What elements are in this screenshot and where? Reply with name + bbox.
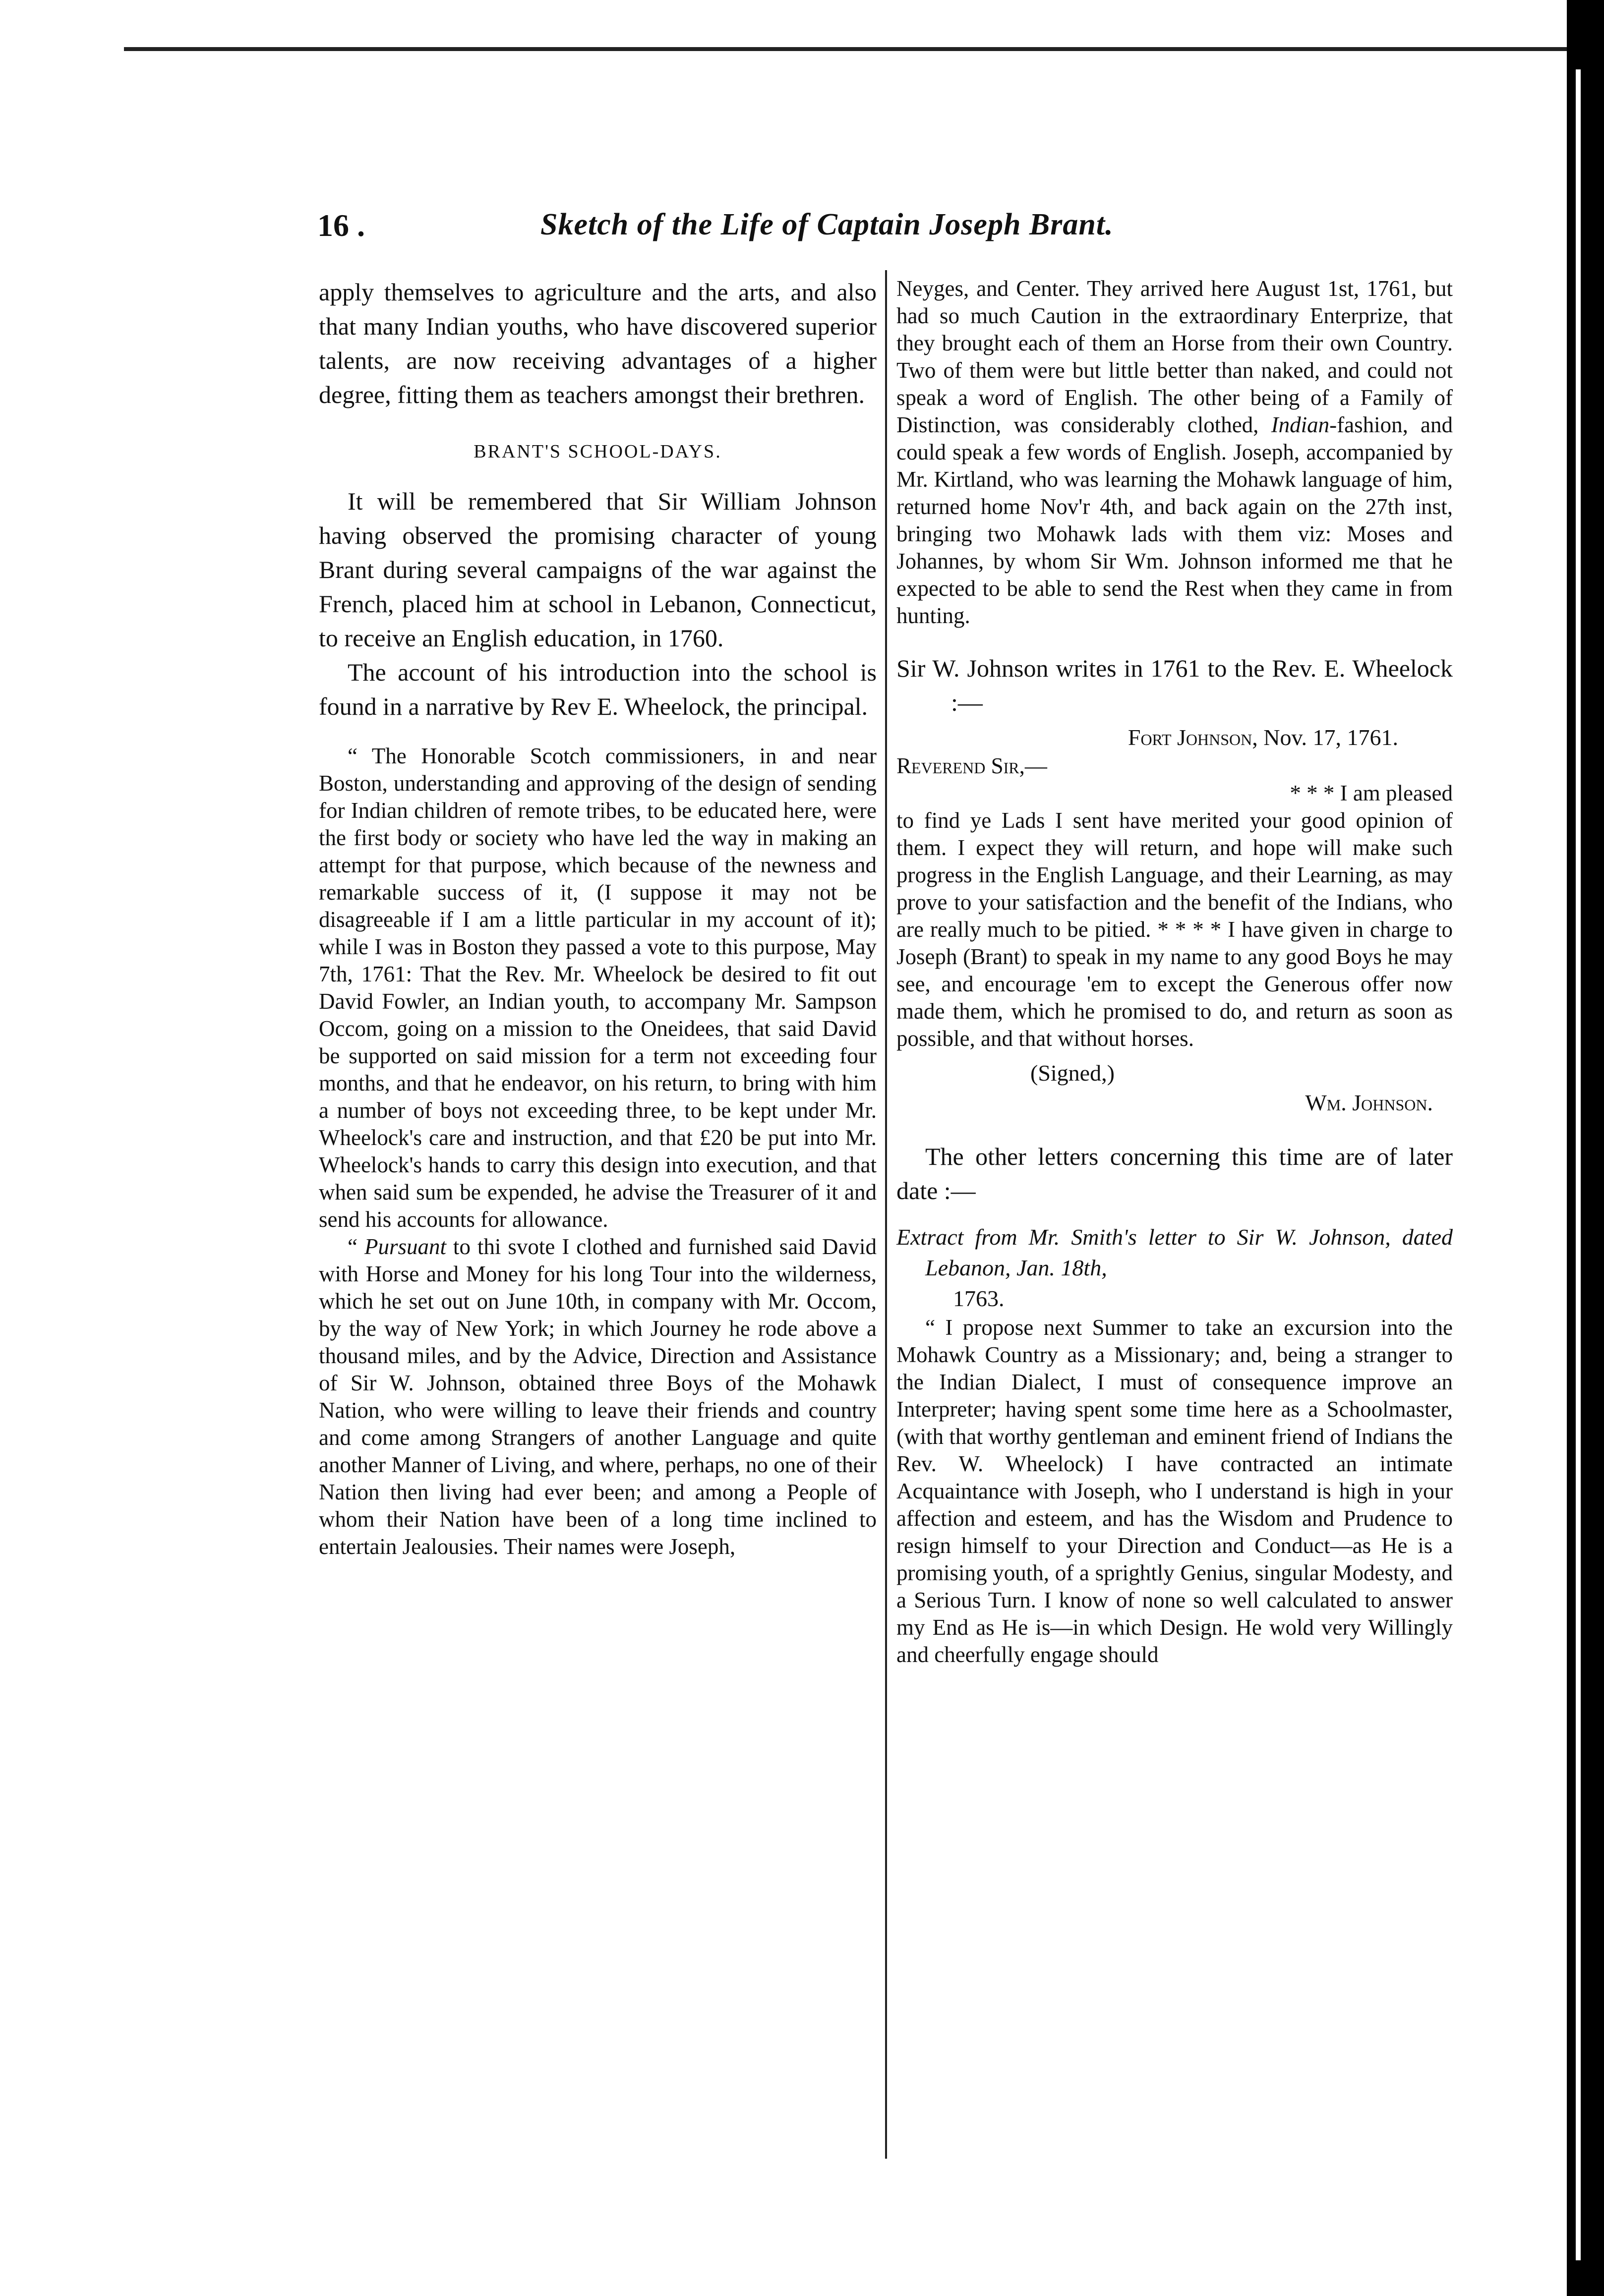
letter-body: to find ye Lads I sent have merited your good opinion of them. I expect they will return, and hope will make such progress in the English Language, and their Learning, as may prove to your satisfaction and the benefit of the Indians, who are really much to be pitied. * * * * I have given in charge to Joseph (Brant) to speak in my name to any good Boys he may see, and encourage 'em to except the Generous offer now made them, which he promised to do, and return as soon as possible, and that without horses.: [896, 808, 1453, 1051]
letter-opening-line: * * * I am pleased: [1290, 781, 1453, 805]
left-column: [319, 275, 877, 1560]
continuation-text-b: -fashion, and could speak a few words of English. Joseph, accompanied by Mr. Kirtland, who was learning the Mohawk language of him, returned home Nov'r 4th, and back again on the 27th inst, bringing two Mohawk lads with them viz: Moses and Johannes, by whom Sir Wm. Johnson informed me that he expected to be able to send the Rest when they came in from hunting.: [896, 412, 1453, 628]
letter-salutation: Reverend Sir,—: [896, 753, 1047, 778]
quote-pursuant: [319, 1233, 877, 1560]
quote-pursuant-text: to thi svote I clothed and furnished said David with Horse and Money for his long Tour into the wilderness, which he set out on June 10th, in company with Mr. Occom, by the way of New York; in which Journey he rode above a thousand miles, and by the Advice, Direction and Assistance of Sir W. Johnson, obtained three Boys of the Mohawk Nation, who were willing to leave their friends and country and come among Strangers of another Language and quite another Manner of Living, and where, perhaps, no one of their Nation then living had ever been; and among a People of whom their Nation have been of a long time inclined to entertain Jealousies. Their names were Joseph,: [319, 1234, 877, 1559]
page-number: 16 .: [317, 208, 365, 243]
dateline-place: Fort Johnson: [1128, 725, 1252, 750]
johnson-letter-intro: Sir W. Johnson writes in 1761 to the Rev. E. Wheelock :—: [896, 654, 1453, 716]
extract-year: 1763.: [953, 1286, 1005, 1311]
other-letters-paragraph: The other letters concerning this time are of later date :—: [896, 1143, 1453, 1205]
quote-pursuant-italic: Pursuant: [364, 1234, 446, 1259]
scan-edge-bar: [1567, 0, 1604, 2296]
extract-heading: Extract from Mr. Smith's letter to Sir W. Johnson, dated Lebanon, Jan. 18th,: [896, 1224, 1453, 1280]
continuation-italic: Indian: [1271, 412, 1330, 437]
right-column: [896, 275, 1453, 1668]
column-divider: [885, 270, 887, 2159]
continuation-text-a: Neyges, and Center. They arrived here August 1st, 1761, but had so much Caution in the extraordinary Enterprize, that they brought each of them an Horse from their own Country. Two of them were but little better than naked, and could not speak a word of English. The other being of a Family of Distinction, was considerably clothed,: [896, 276, 1453, 437]
letter-dateline: [896, 723, 1453, 752]
signature-name: Wm. Johnson.: [1305, 1090, 1433, 1115]
section-heading: BRANT'S SCHOOL-DAYS.: [474, 441, 722, 462]
dateline-date: , Nov. 17, 1761.: [1252, 725, 1398, 750]
signed-label: (Signed,): [1030, 1060, 1115, 1086]
running-title: Sketch of the Life of Captain Joseph Brant.: [540, 208, 1114, 241]
smith-letter-quote: “ I propose next Summer to take an excursion into the Mohawk Country as a Missionary; and, being a stranger to the Indian Dialect, I must of consequence improve an Interpreter; having spent some time here as a Schoolmaster, (with that worthy gentleman and eminent friend of Indians the Rev. W. Wheelock) I have contracted an intimate Acquaintance with Joseph, who I understand is high in your affection and esteem, and has the Wisdom and Prudence to resign himself to your Direction and Conduct—as He is a promising youth, of a sprightly Genius, singular Modesty, and a Serious Turn. I know of none so well calculated to answer my End as He is—in which Design. He wold very Willingly and cheerfully engage should: [896, 1315, 1453, 1667]
quote-commissioners: “ The Honorable Scotch commissioners, in and near Boston, understanding and approving of the design of sending for Indian children of remote tribes, to be educated here, were the first body or society who have led the way in making an attempt for that purpose, which because of the newness and remarkable success of it, (I suppose it may not be disagreeable if I am a little particular in my account of it); while I was in Boston they passed a vote to this purpose, May 7th, 1761: That the Rev. Mr. Wheelock be desired to fit out David Fowler, an Indian youth, to accompany Mr. Sampson Occom, going on a mission to the Oneidees, that said David be supported on said mission for a term not exceeding four months, and that he endeavor, on his return, to bring with him a number of boys not exceeding three, to be kept under Mr. Wheelock's care and instruction, and that £20 be put into Mr. Wheelock's hands to carry this design into execution, and that when said sum be expended, he advise the Treasurer of it and send his accounts for allowance.: [319, 744, 877, 1232]
narrative-continuation: [896, 275, 1453, 630]
page-header: [317, 207, 1463, 247]
quote-pursuant-open: “: [348, 1234, 364, 1259]
intro-paragraph: apply themselves to agriculture and the arts, and also that many Indian youths, who have discovered superior talents, are now receiving advantages of a higher degree, fitting them as teachers amongst their brethren.: [319, 278, 877, 408]
paragraph-narrative-intro: The account of his introduction into the school is found in a narrative by Rev E. Wheelock, the principal.: [319, 658, 877, 720]
top-edge-rule: [124, 47, 1567, 51]
paragraph-school-placement: It will be remembered that Sir William Johnson having observed the promising character of young Brant during several campaigns of the war against the French, placed him at school in Lebanon, Connecticut, to receive an English education, in 1760.: [319, 487, 877, 652]
